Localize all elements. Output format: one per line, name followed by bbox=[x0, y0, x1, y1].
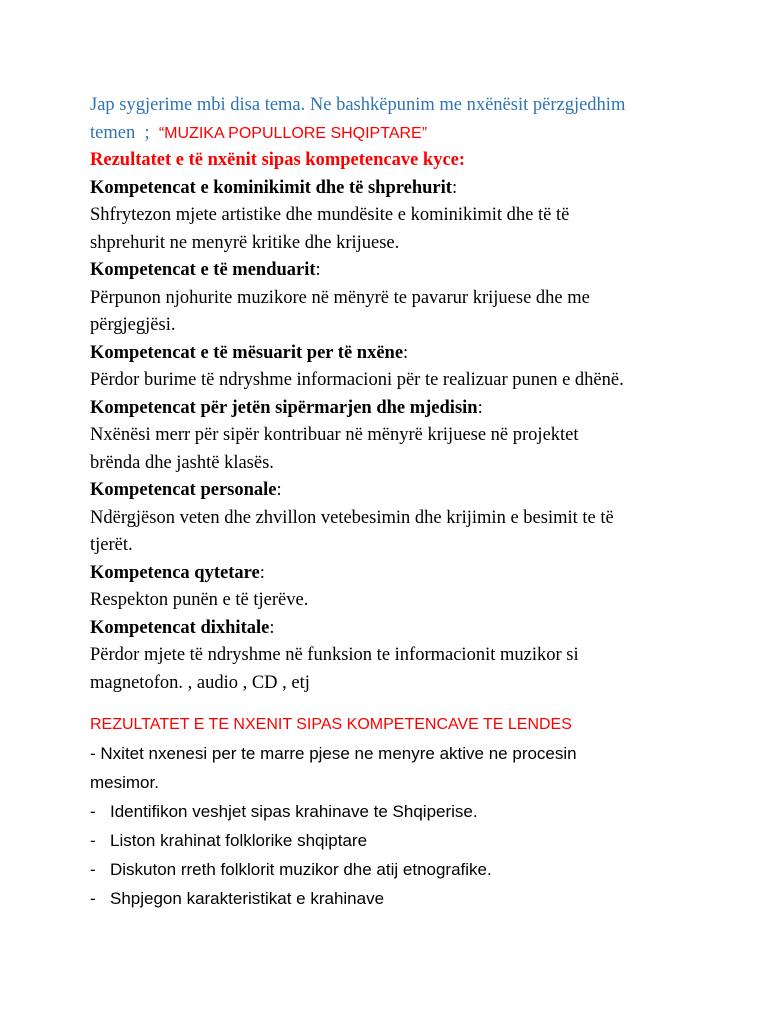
competence-title-line bbox=[90, 395, 710, 423]
competence-title: Kompetencat e të menduarit bbox=[90, 260, 316, 280]
subject-competences-section bbox=[90, 710, 710, 913]
competence-description: Përdor burime të ndryshme informacioni për te realizuar punen e dhënë. bbox=[90, 370, 624, 390]
dash-bullet: - bbox=[90, 802, 96, 821]
competence-description: përgjegjësi. bbox=[90, 315, 176, 335]
competence-description: Nxënësi merr për sipër kontribuar në mënyrë krijuese në projektet bbox=[90, 425, 579, 445]
subject-competences-heading: REZULTATET E TE NXENIT SIPAS KOMPETENCAVE TE LENDES bbox=[90, 716, 572, 733]
competence-description: Përdor mjete të ndryshme në funksion te informacionit muzikor si bbox=[90, 645, 579, 665]
intro-paragraph bbox=[90, 92, 710, 147]
competence-title: Kompetencat personale bbox=[90, 480, 277, 500]
list-item-continuation: mesimor. bbox=[90, 773, 159, 792]
list-item-text: Liston krahinat folklorike shqiptare bbox=[110, 831, 368, 850]
key-competences-heading: Rezultatet e të nxënit sipas kompetencave kyce: bbox=[90, 150, 466, 170]
list-item: - Nxitet nxenesi per te marre pjese ne menyre aktive ne procesin bbox=[90, 744, 577, 763]
competence-title: Kompetencat e të mësuarit per të nxëne bbox=[90, 342, 404, 363]
list-item-text: Identifikon veshjet sipas krahinave te Shqiperise. bbox=[110, 802, 478, 821]
competence-description: brënda dhe jashtë klasës. bbox=[90, 452, 274, 473]
competence-title-line bbox=[90, 175, 710, 203]
competence-title-line bbox=[90, 615, 710, 643]
competence-title-line bbox=[90, 340, 710, 368]
competence-colon: : bbox=[403, 342, 409, 363]
dash-list bbox=[90, 797, 710, 913]
topic-title: “MUZIKA POPULLORE SHQIPTARE” bbox=[158, 124, 428, 142]
competence-list bbox=[90, 175, 710, 698]
competence-colon: : bbox=[269, 617, 275, 638]
competence-description: shprehurit ne menyrë kritike dhe krijuese. bbox=[90, 232, 400, 253]
competence-colon: : bbox=[315, 260, 321, 280]
intro-line-2 bbox=[90, 120, 710, 148]
list-item bbox=[90, 884, 710, 913]
document-page bbox=[90, 92, 710, 913]
dash-bullet: - bbox=[90, 831, 96, 850]
list-item-text: Diskuton rreth folklorit muzikor dhe atij etnografike. bbox=[110, 860, 492, 879]
competence-title: Kompetencat për jetën sipërmarjen dhe mjedisin bbox=[90, 397, 478, 418]
competence-title-line bbox=[90, 477, 710, 505]
competence-colon: : bbox=[276, 480, 282, 500]
competence-description: magnetofon. , audio , CD , etj bbox=[90, 672, 310, 693]
competence-description: tjerët. bbox=[90, 535, 133, 555]
list-item bbox=[90, 855, 710, 884]
competence-title: Kompetencat dixhitale bbox=[90, 617, 270, 638]
dash-bullet: - bbox=[90, 860, 96, 879]
list-item bbox=[90, 826, 710, 855]
competence-title: Kompetencat e kominikimit dhe të shprehurit bbox=[90, 177, 452, 198]
intro-line-2-prefix: temen ; bbox=[90, 122, 159, 143]
competence-title-line bbox=[90, 257, 710, 285]
competence-colon: : bbox=[451, 177, 458, 198]
list-item-text: Shpjegon karakteristikat e krahinave bbox=[110, 889, 385, 908]
intro-line-1: Jap sygjerime mbi disa tema. Ne bashkëpunim me nxënësit përzgjedhim bbox=[90, 95, 626, 115]
dash-bullet: - bbox=[90, 889, 96, 908]
list-item bbox=[90, 797, 710, 826]
competence-title: Kompetenca qytetare bbox=[90, 562, 260, 583]
competence-description: Respekton punën e të tjerëve. bbox=[90, 590, 309, 610]
competence-description: Shfrytezon mjete artistike dhe mundësite e kominikimit dhe të të bbox=[90, 205, 570, 225]
competence-colon: : bbox=[477, 397, 483, 418]
competence-title-line bbox=[90, 560, 710, 588]
competence-description: Përpunon njohurite muzikore në mënyrë te pavarur krijuese dhe me bbox=[90, 287, 590, 308]
competence-colon: : bbox=[259, 562, 265, 583]
competence-description: Ndërgjëson veten dhe zhvillon vetebesimin dhe krijimin e besimit te të bbox=[90, 507, 614, 528]
